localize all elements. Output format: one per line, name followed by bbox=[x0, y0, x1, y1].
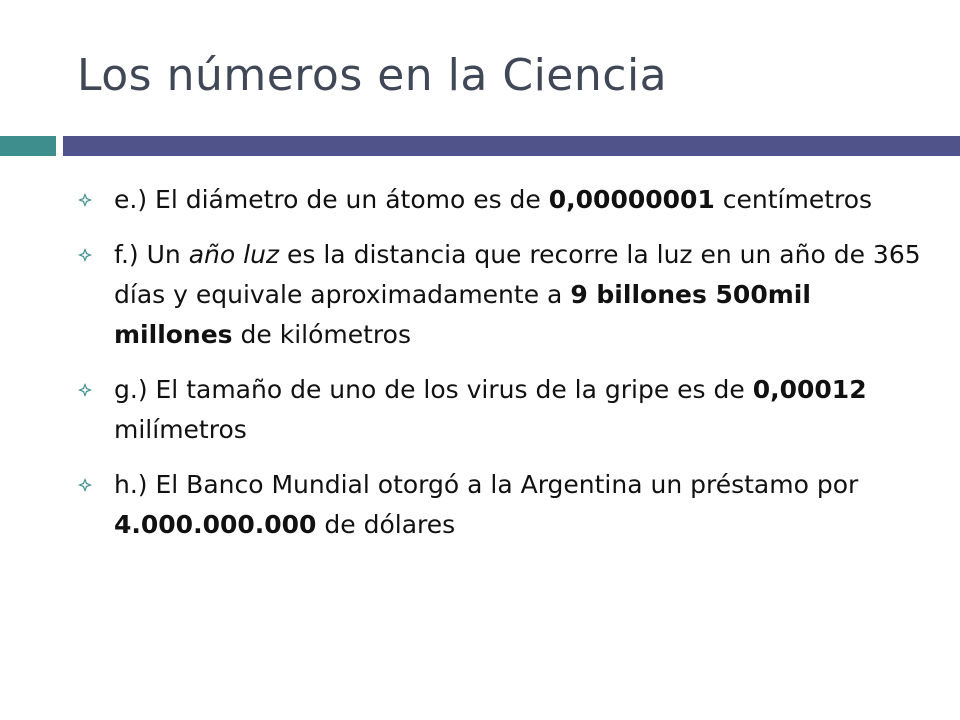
bullet-text: centímetros bbox=[714, 185, 873, 214]
bullet-item-f bbox=[78, 235, 928, 355]
bullet-text: de kilómetros bbox=[232, 320, 411, 349]
bullet-item-g bbox=[78, 370, 928, 450]
bullet-item-e bbox=[78, 180, 928, 220]
slide-title: Los números en la Ciencia bbox=[77, 50, 668, 101]
bullet-strong: 0,00000001 bbox=[548, 185, 715, 214]
four-point-star-icon bbox=[78, 478, 92, 492]
bullet-text: g.) El tamaño de uno de los virus de la gripe es de bbox=[114, 375, 753, 404]
bullet-list bbox=[78, 180, 928, 560]
bullet-strong: 4.000.000.000 bbox=[114, 510, 317, 539]
bullet-text: e.) El diámetro de un átomo es de bbox=[114, 185, 549, 214]
bullet-text: de dólares bbox=[316, 510, 456, 539]
bullet-text: es la distancia que recorre la luz en un año de 365 días y equivale aproximadamente a bbox=[114, 240, 921, 309]
title-divider-bar bbox=[63, 136, 960, 156]
bullet-emphasis: año luz bbox=[188, 240, 280, 269]
four-point-star-icon bbox=[78, 383, 92, 397]
four-point-star-icon bbox=[78, 248, 92, 262]
bullet-text: milímetros bbox=[114, 415, 247, 444]
bullet-text: h.) El Banco Mundial otorgó a la Argentina un préstamo por bbox=[114, 470, 859, 499]
bullet-text: f.) Un bbox=[114, 240, 189, 269]
four-point-star-icon bbox=[78, 193, 92, 207]
bullet-item-h bbox=[78, 465, 928, 545]
bullet-strong: 0,00012 bbox=[752, 375, 867, 404]
bullet-strong: 9 billones 500mil millones bbox=[114, 280, 811, 349]
title-accent-bar bbox=[0, 136, 56, 156]
